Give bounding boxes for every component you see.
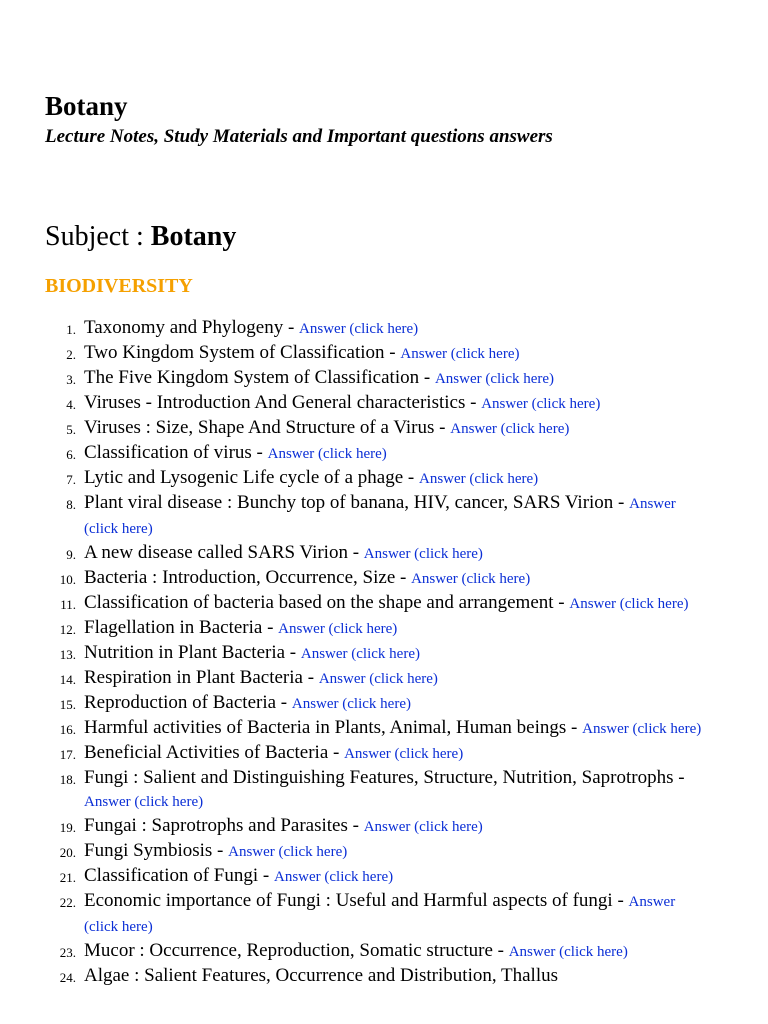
topic-item [0, 366, 730, 391]
topic-number: 20. [59, 845, 76, 860]
topic-number: 10. [59, 572, 76, 587]
topic-item [0, 691, 730, 716]
topic-item [0, 716, 730, 741]
answer-link[interactable]: Answer (click here) [84, 794, 204, 810]
topic-number: 11. [60, 597, 76, 612]
answer-link[interactable]: Answer (click here) [450, 421, 570, 437]
topic-item [0, 391, 730, 416]
answer-link[interactable]: Answer (click here) [267, 446, 387, 462]
topic-number: 2. [66, 347, 76, 362]
topic-title: Beneficial Activities of Bacteria - [84, 742, 340, 763]
topic-title: Classification of virus - [84, 442, 263, 463]
page-title: Botany [45, 91, 128, 121]
subject-value: Botany [150, 221, 237, 252]
answer-link[interactable]: Answer (click here) [481, 396, 601, 412]
topic-number: 14. [59, 672, 76, 687]
page-subtitle: Lecture Notes, Study Materials and Important questions answers [45, 126, 553, 147]
answer-link[interactable]: Answer (click here) [569, 596, 689, 612]
topic-title: Classification of Fungi - [84, 865, 270, 886]
topic-item [0, 964, 730, 987]
topic-item [0, 814, 730, 839]
topic-number: 16. [59, 722, 76, 737]
topic-title: Two Kingdom System of Classification - [84, 342, 396, 363]
answer-link[interactable]: Answer (click here) [400, 346, 520, 362]
topic-title: Fungai : Saprotrophs and Parasites - [84, 815, 359, 836]
topic-title: Classification of bacteria based on the shape and arrangement - [84, 592, 565, 613]
topic-title: Economic importance of Fungi : Useful and Harmful aspects of fungi - [84, 890, 624, 911]
answer-link[interactable]: Answer (click here) [84, 894, 676, 935]
answer-link[interactable]: Answer (click here) [508, 944, 628, 960]
topic-number: 6. [66, 447, 76, 462]
topic-title: Flagellation in Bacteria - [84, 617, 274, 638]
topic-title: Viruses - Introduction And General characteristics - [84, 392, 477, 413]
topic-number: 18. [59, 772, 76, 787]
answer-link[interactable]: Answer (click here) [318, 671, 438, 687]
topic-number: 21. [59, 870, 76, 885]
subject-heading [45, 219, 236, 255]
topic-title: A new disease called SARS Virion - [84, 542, 360, 563]
answer-link[interactable]: Answer (click here) [419, 471, 539, 487]
topic-number: 1. [66, 322, 76, 337]
answer-link[interactable]: Answer (click here) [300, 646, 420, 662]
topic-list [0, 316, 730, 987]
topic-title: Taxonomy and Phylogeny - [84, 317, 295, 338]
subject-label: Subject : [45, 221, 151, 252]
topic-title: Harmful activities of Bacteria in Plants, Animal, Human beings - [84, 717, 578, 738]
topic-item [0, 616, 730, 641]
topic-item [0, 839, 730, 864]
answer-link[interactable]: Answer (click here) [363, 546, 483, 562]
topic-item [0, 466, 730, 491]
topic-title: Reproduction of Bacteria - [84, 692, 288, 713]
answer-link[interactable]: Answer (click here) [273, 869, 394, 885]
topic-number: 7. [66, 472, 76, 487]
topic-item [0, 666, 730, 691]
topic-number: 12. [59, 622, 76, 637]
topic-item [0, 541, 730, 566]
topic-item [0, 341, 730, 366]
topic-item [0, 416, 730, 441]
answer-link[interactable]: Answer (click here) [363, 819, 483, 835]
topic-title: The Five Kingdom System of Classification - [84, 367, 431, 388]
topic-title: Lytic and Lysogenic Life cycle of a phage - [84, 467, 415, 488]
topic-number: 3. [66, 372, 76, 387]
answer-link[interactable]: Answer (click here) [278, 621, 398, 637]
topic-title: Fungi Symbiosis - [84, 840, 224, 861]
topic-number: 9. [66, 547, 76, 562]
topic-title: Algae : Salient Features, Occurrence and Distribution, Thallus [84, 965, 558, 986]
topic-number: 5. [66, 422, 76, 437]
answer-link[interactable]: Answer (click here) [582, 721, 702, 737]
topic-number: 15. [59, 697, 76, 712]
topic-number: 17. [59, 747, 76, 762]
topic-title: Fungi : Salient and Distinguishing Features, Structure, Nutrition, Saprotrophs - [84, 767, 685, 788]
topic-title: Respiration in Plant Bacteria - [84, 667, 315, 688]
topic-number: 24. [59, 970, 76, 985]
topic-item [0, 641, 730, 666]
topic-item [0, 766, 730, 814]
topic-number: 13. [59, 647, 76, 662]
answer-link[interactable]: Answer (click here) [299, 321, 419, 337]
topic-number: 23. [59, 945, 76, 960]
topic-item [0, 591, 730, 616]
topic-title: Plant viral disease : Bunchy top of banana, HIV, cancer, SARS Virion - [84, 492, 625, 513]
topic-number: 4. [66, 397, 76, 412]
topic-item [0, 566, 730, 591]
topic-title: Bacteria : Introduction, Occurrence, Size - [84, 567, 407, 588]
topic-item [0, 741, 730, 766]
section-heading-biodiversity: BIODIVERSITY [45, 275, 193, 297]
topic-item [0, 441, 730, 466]
topic-item [0, 491, 730, 541]
topic-number: 22. [59, 895, 76, 910]
topic-number: 8. [66, 497, 76, 512]
answer-link[interactable]: Answer (click here) [344, 746, 464, 762]
answer-link[interactable]: Answer (click here) [411, 571, 531, 587]
topic-item [0, 939, 730, 964]
topic-item [0, 864, 730, 889]
topic-title: Nutrition in Plant Bacteria - [84, 642, 297, 663]
topic-title: Mucor : Occurrence, Reproduction, Somatic structure - [84, 940, 504, 961]
answer-link[interactable]: Answer (click here) [228, 844, 348, 860]
topic-title: Viruses : Size, Shape And Structure of a Virus - [84, 417, 446, 438]
topic-item [0, 889, 730, 939]
answer-link[interactable]: Answer (click here) [84, 496, 676, 537]
topic-item [0, 316, 730, 341]
topic-number: 19. [59, 820, 76, 835]
answer-link[interactable]: Answer (click here) [434, 371, 555, 387]
answer-link[interactable]: Answer (click here) [291, 696, 411, 712]
